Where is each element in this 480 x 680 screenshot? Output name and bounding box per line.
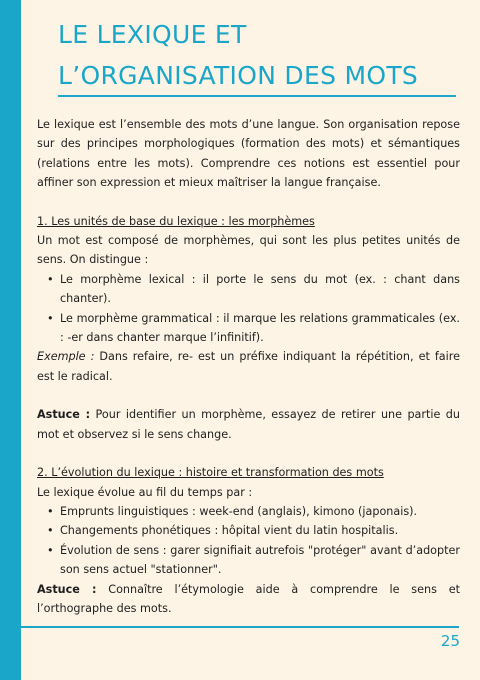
tip-paragraph-2 <box>37 580 460 619</box>
page-number: 25 <box>440 632 460 650</box>
list-item: • Emprunts linguistiques : week-end (anglais), kimono (japonais). <box>37 502 460 521</box>
footer-divider <box>21 626 459 628</box>
example-label: Exemple : <box>37 350 95 364</box>
page-title <box>58 14 458 96</box>
title-divider <box>58 95 456 97</box>
example-paragraph <box>37 347 460 386</box>
intro-paragraph: Le lexique est l’ensemble des mots d’une langue. Son organisation repose sur des principes morphologiques (formation des mots) et sémantiques (relations entre les mots). Comprendre ces notions est essentiel pour affiner son expression et mieux maîtriser la langue française. <box>37 118 460 190</box>
tip-text: Pour identifier un morphème, essayez de retirer une partie du mot et observez si le sens change. <box>37 408 461 441</box>
side-accent-bar <box>0 0 21 680</box>
list-item: • Évolution de sens : garer signifiait autrefois "protéger" avant d’adopter son sens actuel "stationner". <box>37 541 460 580</box>
section-1-heading: 1. Les unités de base du lexique : les morphèmes <box>37 214 315 228</box>
list-item: • Changements phonétiques : hôpital vient du latin hospitalis. <box>37 521 460 540</box>
example-text: Dans refaire, re- est un préfixe indiquant la répétition, et faire est le radical. <box>37 350 461 383</box>
title-line-1: LE LEXIQUE ET <box>58 20 247 49</box>
section-2-list <box>37 502 460 580</box>
section-1-text: Un mot est composé de morphèmes, qui sont les plus petites unités de sens. On distingue : <box>37 234 460 267</box>
page-content <box>37 115 460 618</box>
tip-label: Astuce : <box>37 582 97 596</box>
list-item: • Le morphème lexical : il porte le sens du mot (ex. : chant dans chanter). <box>37 270 460 309</box>
tip-text: Connaître l’étymologie aide à comprendre le sens et l’orthographe des mots. <box>37 582 460 615</box>
tip-paragraph-1 <box>37 405 460 444</box>
title-line-2: L’ORGANISATION DES MOTS <box>58 61 419 90</box>
section-2-heading: 2. L’évolution du lexique : histoire et transformation des mots <box>37 466 384 480</box>
list-item: • Le morphème grammatical : il marque les relations grammaticales (ex. : -er dans chanter marque l’infinitif). <box>37 309 460 348</box>
tip-label: Astuce : <box>37 408 91 422</box>
section-1-list <box>37 270 460 348</box>
section-2-text: Le lexique évolue au fil du temps par : <box>37 485 253 499</box>
